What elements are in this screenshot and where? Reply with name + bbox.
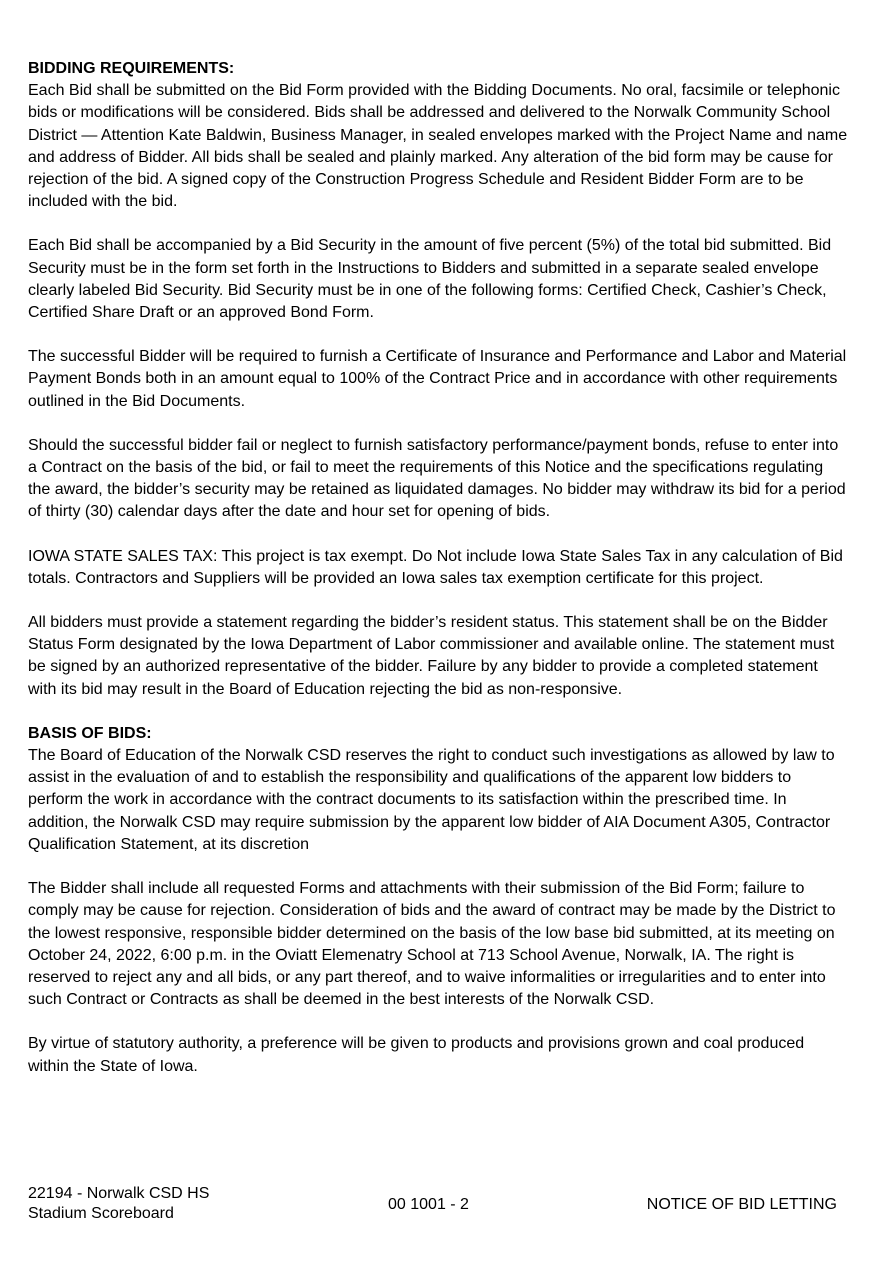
bid-form-paragraph: Each Bid shall be submitted on the Bid Form provided with the Bidding Documents. No oral, facsimile or telephonic bids or modifications will be considered. Bids shall be addressed and delivered to the Norwalk Community School District — Attention Kate Baldwin, Business Manager, in sealed envelopes marked with the Project Name and name and address of Bidder. All bids shall be sealed and plainly marked. Any alteration of the bid form may be cause for rejection of the bid. A signed copy of the Construction Progress Schedule and Resident Bidder Form are to be included with the bid. [28, 82, 848, 211]
footer-project-name [28, 1184, 209, 1224]
investigations-paragraph: The Board of Education of the Norwalk CSD reserves the right to conduct such investigations as allowed by law to assist in the evaluation of and to establish the responsibility and qualifications of the apparent low bidders to perform the work in accordance with the contract documents to its satisfaction within the prescribed time. In addition, the Norwalk CSD may require submission by the apparent low bidder of AIA Document A305, Contractor Qualification Statement, at its discretion [28, 747, 835, 853]
footer-project-line1: 22194 - Norwalk CSD HS [28, 1185, 210, 1202]
document-body [28, 58, 848, 1078]
bidding-requirements-section [28, 58, 848, 701]
basis-of-bids-heading: BASIS OF BIDS: [28, 724, 152, 742]
award-of-contract-paragraph: The Bidder shall include all requested Forms and attachments with their submission of the Bid Form; failure to comply may be cause for rejection. Consideration of bids and the award of contract may be made by the District to the lowest responsive, responsible bidder determined on the basis of the low base bid submitted, at its meeting on October 24, 2022, 6:00 p.m. in the Oviatt Elemenatry School at 713 School Avenue, Norwalk, IA. The right is reserved to reject any and all bids, or any part thereof, and to waive informalities or irregularities and to enter into such Contract or Contracts as shall be deemed in the best interests of the Norwalk CSD. [28, 880, 836, 1009]
footer-document-title: NOTICE OF BID LETTING [646, 1196, 837, 1213]
footer-project-line2: Stadium Scoreboard [28, 1205, 174, 1222]
sales-tax-paragraph: IOWA STATE SALES TAX: This project is tax exempt. Do Not include Iowa State Sales Tax in any calculation of Bid totals. Contractors and Suppliers will be provided an Iowa sales tax exemption certificate for this project. [28, 547, 843, 587]
resident-status-paragraph: All bidders must provide a statement regarding the bidder’s resident status. This statement shall be on the Bidder Status Form designated by the Iowa Department of Labor commissioner and available online. The statement must be signed by an authorized representative of the bidder. Failure by any bidder to provide a completed statement with its bid may result in the Board of Education rejecting the bid as non-responsive. [28, 614, 835, 698]
bid-security-paragraph: Each Bid shall be accompanied by a Bid Security in the amount of five percent (5%) of the total bid submitted. Bid Security must be in the form set forth in the Instructions to Bidders and submitted in a separate sealed envelope clearly labeled Bid Security. Bid Security must be in one of the following forms: Certified Check, Cashier’s Check, Certified Share Draft or an approved Bond Form. [28, 237, 832, 322]
bidding-requirements-heading: BIDDING REQUIREMENTS: [28, 60, 235, 77]
footer-page-number: 00 1001 - 2 [388, 1196, 469, 1213]
iowa-preference-paragraph: By virtue of statutory authority, a preference will be given to products and provisions grown and coal produced within the State of Iowa. [28, 1035, 805, 1075]
basis-of-bids-section [28, 723, 848, 1078]
insurance-bonds-paragraph: The successful Bidder will be required to furnish a Certificate of Insurance and Performance and Labor and Material Payment Bonds both in an amount equal to 100% of the Contract Price and in accordance with other requirements outlined in the Bid Documents. [28, 348, 847, 410]
liquidated-damages-paragraph: Should the successful bidder fail or neglect to furnish satisfactory performance/payment bonds, refuse to enter into a Contract on the basis of the bid, or fail to meet the requirements of this Notice and the specifications regulating the award, the bidder’s security may be retained as liquidated damages. No bidder may withdraw its bid for a period of thirty (30) calendar days after the date and hour set for opening of bids. [28, 436, 846, 521]
